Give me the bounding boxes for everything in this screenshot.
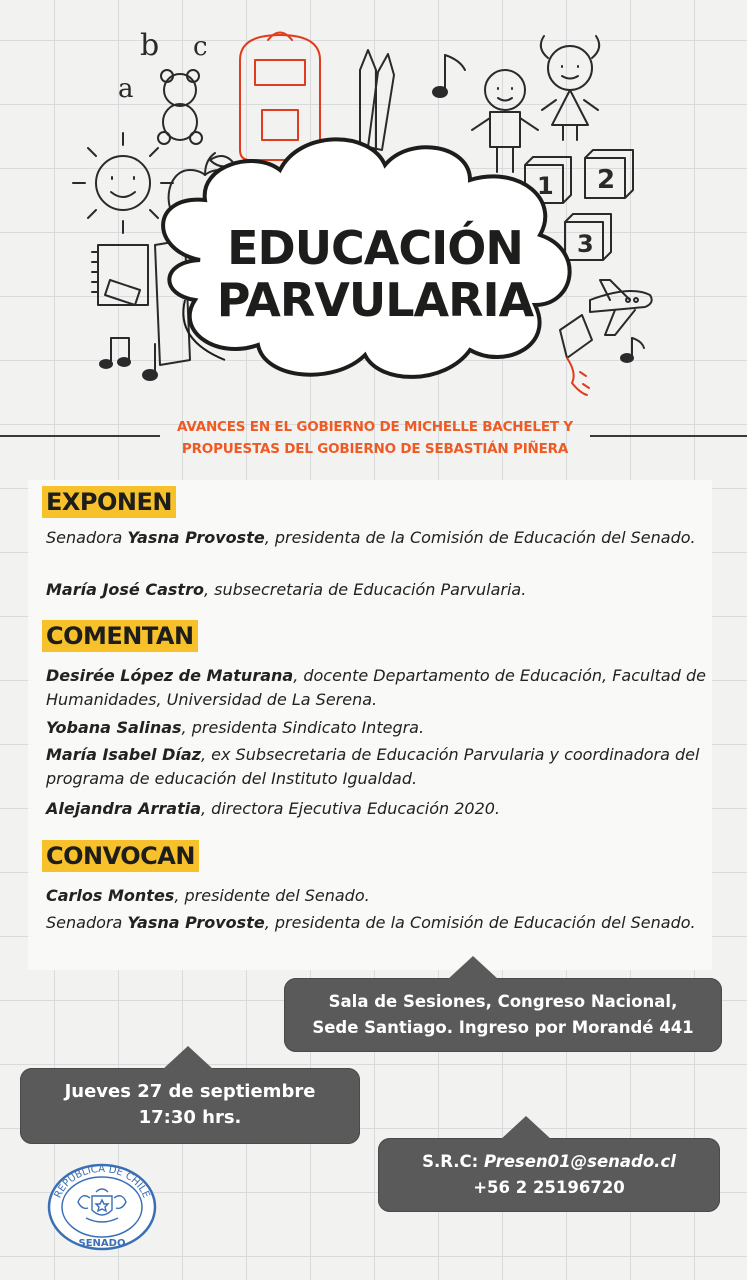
divider-right bbox=[590, 435, 747, 437]
rsvp-label: S.R.C: bbox=[422, 1152, 484, 1171]
music-note-icon bbox=[621, 338, 644, 362]
location-text bbox=[284, 978, 722, 1041]
rsvp-line-1 bbox=[378, 1149, 720, 1175]
date-bubble-tip bbox=[162, 1046, 214, 1070]
music-note-icon bbox=[100, 338, 130, 368]
letter-a-doodle: a bbox=[118, 74, 134, 104]
location-line-1: Sala de Sesiones, Congreso Nacional, bbox=[328, 992, 678, 1011]
comentan-item-2: Yobana Salinas, presidenta Sindicato Integra. bbox=[46, 718, 425, 737]
subtitle-line-1: AVANCES EN EL GOBIERNO DE MICHELLE BACHELET Y bbox=[177, 419, 573, 435]
location-bubble-tip bbox=[447, 956, 499, 980]
title-line-2: PARVULARIA bbox=[216, 273, 534, 327]
notebook-icon bbox=[92, 245, 148, 305]
title-line-1: EDUCACIÓN bbox=[227, 221, 523, 275]
rsvp-bubble bbox=[378, 1138, 720, 1212]
block-digit-3: 3 bbox=[577, 230, 594, 258]
rsvp-bubble-tip bbox=[500, 1116, 552, 1140]
time-line: 17:30 hrs. bbox=[138, 1107, 242, 1128]
letter-c-doodle: c bbox=[193, 32, 208, 62]
subtitle-line-2: PROPUESTAS DEL GOBIERNO DE SEBASTIÁN PIÑERA bbox=[181, 441, 569, 457]
comentan-heading: COMENTAN bbox=[42, 620, 198, 652]
pencils-icon bbox=[360, 50, 394, 150]
comentan-item-1: Desirée López de Maturana, docente Departamento de Educación, Facultad de Humanidades, Universidad de La Serena. bbox=[46, 666, 706, 709]
location-bubble bbox=[284, 978, 722, 1052]
block-digit-2: 2 bbox=[597, 165, 616, 195]
date-text bbox=[20, 1068, 360, 1131]
seal-bottom-text: SENADO bbox=[78, 1238, 126, 1249]
music-note-icon bbox=[143, 344, 157, 380]
convocan-item-2: Senadora Yasna Provoste, presidenta de la Comisión de Educación del Senado. bbox=[46, 913, 696, 932]
convocan-item-1: Carlos Montes, presidente del Senado. bbox=[46, 886, 370, 905]
sun-icon bbox=[73, 133, 173, 233]
airplane-icon bbox=[590, 280, 652, 335]
page-title bbox=[190, 222, 560, 326]
location-line-2: Sede Santiago. Ingreso por Morandé 441 bbox=[312, 1018, 694, 1037]
senado-seal-logo bbox=[46, 1162, 158, 1252]
doodle-illustrations bbox=[0, 0, 747, 420]
boy-drawing-icon bbox=[472, 70, 538, 172]
comentan-item-4: Alejandra Arratia, directora Ejecutiva Educación 2020. bbox=[46, 799, 501, 818]
date-line: Jueves 27 de septiembre bbox=[64, 1081, 316, 1102]
subtitle bbox=[170, 416, 580, 460]
seal-top-text: REPUBLICA DE CHILE bbox=[52, 1163, 152, 1200]
girl-drawing-icon bbox=[541, 36, 599, 140]
music-note-icon bbox=[433, 55, 465, 97]
rsvp-email[interactable]: Presen01@senado.cl bbox=[484, 1152, 676, 1171]
rsvp-phone: +56 2 25196720 bbox=[473, 1178, 625, 1197]
convocan-heading: CONVOCAN bbox=[42, 840, 199, 872]
exponen-heading: EXPONEN bbox=[42, 486, 176, 518]
date-bubble bbox=[20, 1068, 360, 1144]
backpack-icon bbox=[240, 33, 320, 161]
exponen-item-1: Senadora Yasna Provoste, presidenta de la Comisión de Educación del Senado. bbox=[46, 528, 696, 547]
exponen-item-2: María José Castro, subsecretaria de Educación Parvularia. bbox=[46, 580, 527, 599]
block-digit-1: 1 bbox=[537, 172, 554, 200]
comentan-item-3: María Isabel Díaz, ex Subsecretaria de Educación Parvularia y coordinadora del programa de educación del Instituto Igualdad. bbox=[46, 745, 700, 788]
kite-icon bbox=[560, 315, 592, 395]
divider-left bbox=[0, 435, 160, 437]
letter-b-doodle: b bbox=[140, 28, 160, 63]
rsvp-text bbox=[378, 1138, 720, 1201]
teddy-bear-icon bbox=[158, 70, 202, 144]
